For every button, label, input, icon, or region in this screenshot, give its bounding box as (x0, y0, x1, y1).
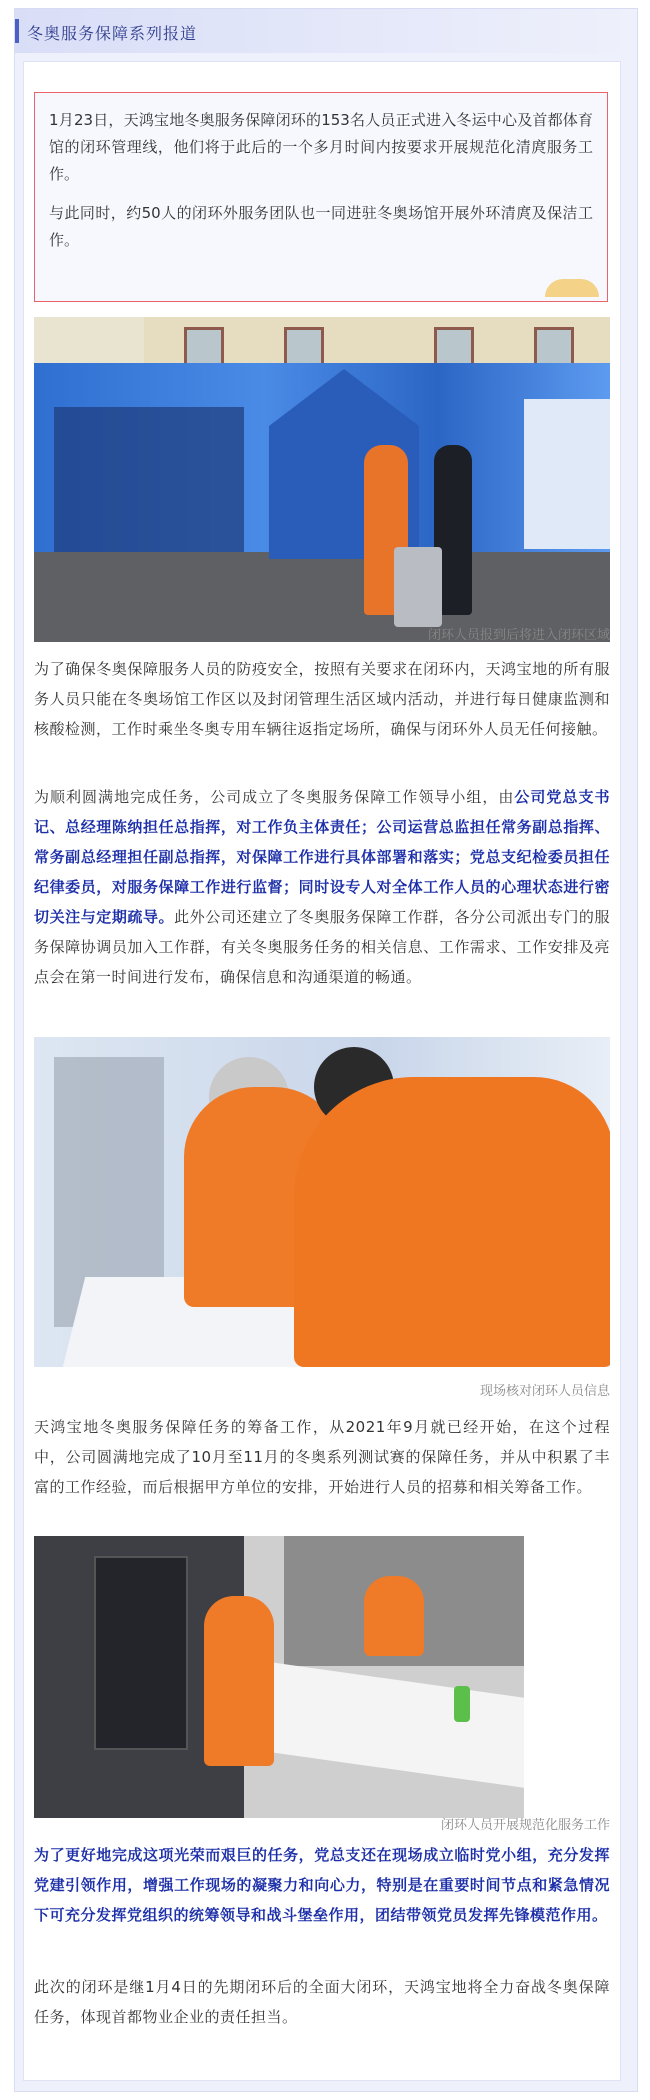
photo-cleaning-service (34, 1536, 524, 1818)
para2-highlight: 公司党总支书记、总经理陈纳担任总指挥，对工作负主体责任；公司运营总监担任常务副总指挥、常务副总经理担任副总指挥，对保障工作进行具体部署和落实；党总支纪检委员担任纪律委员，对服务保障工作进行监督；同时设专人对全体工作人员的心理状态进行密切关注与定期疏导。 (34, 788, 610, 926)
section-title-bar (15, 9, 637, 53)
paragraph-party-branch: 为了更好地完成这项光荣而艰巨的任务，党总支还在现场成立临时党小组，充分发挥党建引领作用，增强工作现场的凝聚力和向心力，特别是在重要时间节点和紧急情况下可充分发挥党组织的统筹领导和战斗堡垒作用，团结带领党员发挥先锋模范作用。 (34, 1846, 610, 1924)
section-title: 冬奥服务保障系列报道 (27, 24, 198, 43)
paragraph-preparation: 天鸿宝地冬奥服务保障任务的筹备工作，从2021年9月就已经开始，在这个过程中，公司圆满地完成了10月至11月的冬奥系列测试赛的保障任务，并从中积累了丰富的工作经验，而后根据甲方单位的安排，开始进行人员的招募和相关筹备工作。 (34, 1418, 610, 1496)
photo-caption-2: 现场核对闭环人员信息 (479, 1384, 610, 1399)
notice-box (34, 92, 608, 302)
article-content (23, 61, 621, 2081)
notice-decoration-icon (545, 279, 599, 297)
photo-caption-1: 闭环人员报到后将进入闭环区域 (427, 628, 610, 643)
notice-paragraph-1: 1月23日，天鸿宝地冬奥服务保障闭环的153名人员正式进入冬运中心及首都体育馆的闭环管理线，他们将于此后的一个多月时间内按要求开展规范化清庹服务工作。 (49, 111, 593, 183)
title-accent-bar (15, 19, 19, 43)
article-page (14, 8, 638, 2092)
photo-check-in (34, 317, 610, 642)
photo-caption-3: 闭环人员开展规范化服务工作 (440, 1818, 610, 1833)
paragraph-closing: 此次的闭环是继1月4日的先期闭环后的全面大闭环，天鸿宝地将全力奋战冬奥保障任务，体现首都物业企业的责任担当。 (34, 1978, 610, 2026)
photo-info-check (34, 1037, 610, 1367)
para2-text-b: 此外公司还建立了冬奥服务保障工作群，各分公司派出专门的服务保障协调员加入工作群，有关冬奥服务任务的相关信息、工作需求、工作安排及亮点会在第一时间进行发布，确保信息和沟通渠道的畅通。 (34, 908, 610, 986)
para2-text-a: 为顺利圆满地完成任务，公司成立了冬奥服务保障工作领导小组，由 (34, 788, 515, 806)
paragraph-epidemic-safety: 为了确保冬奥保障服务人员的防疫安全，按照有关要求在闭环内，天鸿宝地的所有服务人员只能在冬奥场馆工作区以及封闭管理生活区域内活动，并进行每日健康监测和核酸检测，工作时乘坐冬奥专用车辆往返指定场所，确保与闭环外人员无任何接触。 (34, 660, 610, 738)
paragraph-leadership-group (34, 782, 610, 992)
notice-paragraph-2: 与此同时，约50人的闭环外服务团队也一同进驻冬奥场馆开展外环清庹及保洁工作。 (49, 204, 593, 249)
